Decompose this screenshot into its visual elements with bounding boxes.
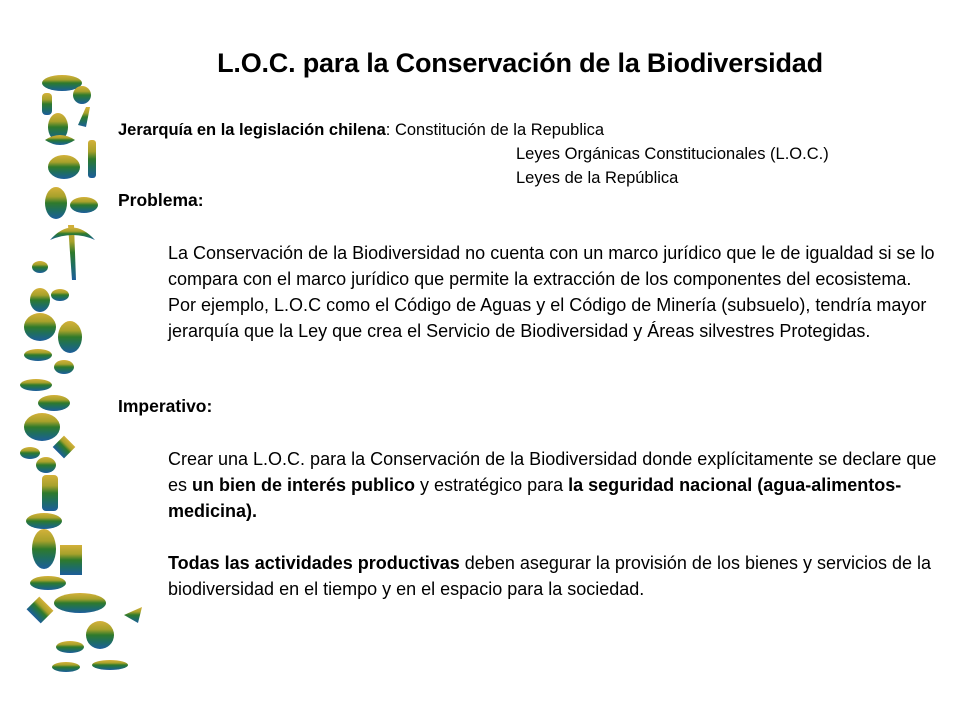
biodiversity-silhouette-column (0, 55, 170, 705)
shrub-silhouette (30, 288, 50, 312)
slide-title: L.O.C. para la Conservación de la Biodiversidad (217, 48, 823, 78)
imperative-paragraph-1 (168, 446, 938, 524)
diamond-pattern (53, 436, 76, 459)
imperative-text-c: y estratégico para (415, 475, 569, 495)
lizard-silhouette (20, 447, 40, 459)
hierarchy-item-2: Leyes Orgánicas Constitucionales (L.O.C.) (516, 145, 829, 163)
pattern-block (60, 545, 82, 575)
productive-activities-emphasis: Todas las actividades productivas (168, 553, 460, 573)
mask-silhouette (45, 187, 67, 219)
bird-silhouette (42, 93, 52, 115)
huemul-silhouette (58, 321, 82, 353)
fish-silhouette-3 (92, 660, 128, 670)
cactus-silhouette-2 (88, 140, 96, 178)
problem-text: La Conservación de la Biodiversidad no cuenta con un marco jurídico que le de igualdad si se lo compara con el marco jurídico que permite la extracción de los componentes del ecosistema. Por ejemplo, L.O.C como el Código de Aguas y el Código de Minería (subsuelo), tendría mayor jerarquía que la Ley que crea el Servicio de Biodiversidad y Áreas silvestres Protegidas. (168, 243, 935, 341)
small-animal-silhouette (32, 261, 48, 273)
hierarchy-item-1: Constitución de la Republica (394, 121, 605, 139)
mammal-silhouette (38, 395, 70, 411)
condor-silhouette (48, 155, 80, 179)
hierarchy-list (516, 142, 829, 190)
imperative-heading: Imperativo: (118, 396, 213, 416)
pattern-block-2 (27, 597, 54, 624)
totem-figure (42, 475, 58, 511)
problem-heading: Problema: (118, 190, 204, 210)
fish-silhouette-2 (56, 641, 84, 653)
hierarchy-item-3: Leyes de la República (516, 169, 679, 187)
hierarchy-separator: : (385, 121, 395, 139)
head-silhouette (73, 86, 91, 104)
plant-silhouette (45, 135, 75, 145)
fox-silhouette (24, 349, 52, 361)
bird-silhouette-2 (54, 360, 74, 374)
bird-silhouette-3 (26, 513, 62, 529)
tree-silhouette (24, 313, 56, 341)
imperative-text-2: deben asegurar la provisión de los bienes y servicios de la biodiversidad en el tiempo y en el espacio para la sociedad. (168, 553, 932, 599)
shell-silhouette (86, 621, 114, 649)
seal-silhouette (30, 576, 66, 590)
fish-silhouette-4 (52, 662, 80, 672)
public-interest-emphasis: un bien de interés publico (192, 475, 416, 495)
crab-silhouette (124, 607, 142, 623)
imperative-text-a: Crear una L.O.C. para la Conservación de la Biodiversidad donde explícitamente se declare que es (168, 449, 937, 495)
fish-silhouette (20, 379, 52, 391)
cactus-silhouette (78, 107, 90, 127)
tree-silhouette-2 (24, 413, 60, 441)
imperative-paragraph-2 (168, 550, 938, 602)
hierarchy-label: Jerarquía en la legislación chilena (118, 121, 386, 139)
deer-silhouette (70, 197, 98, 213)
whale-silhouette (32, 529, 56, 569)
rodent-silhouette (51, 289, 69, 301)
frog-silhouette (36, 457, 56, 473)
dolphin-silhouette (54, 593, 106, 613)
national-security-emphasis: la seguridad nacional (agua-alimentos-medicina). (168, 475, 902, 521)
legislation-hierarchy (118, 118, 829, 187)
